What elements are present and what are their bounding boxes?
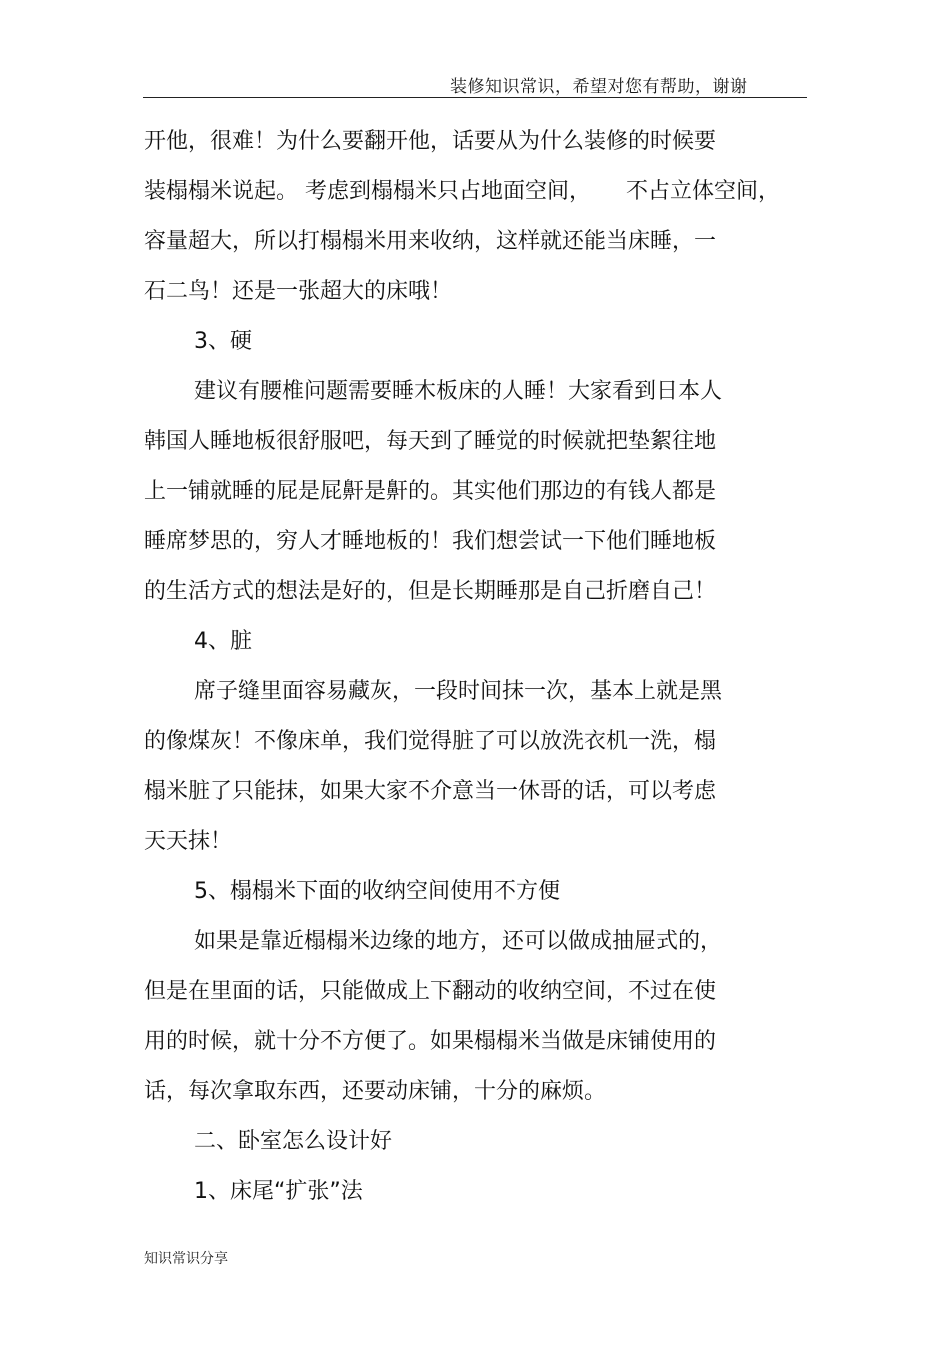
page-footer-text: 知识常识分享: [144, 1251, 228, 1267]
header-divider: [143, 97, 807, 98]
section-heading-5: 5、榻榻米下面的收纳空间使用不方便: [194, 879, 560, 904]
body-line-19: 用的时候，就十分不方便了。如果榻榻米当做是床铺使用的: [144, 1029, 717, 1054]
body-line-8: 上一铺就睡的屁是屁鼾是鼾的。其实他们那边的有钱人都是: [144, 479, 717, 504]
body-line-10: 的生活方式的想法是好的，但是长期睡那是自己折磨自己！: [144, 579, 717, 604]
chapter-heading-2: 二、卧室怎么设计好: [194, 1129, 393, 1154]
section-heading-4: 4、脏: [194, 629, 252, 654]
body-line-15: 天天抹！: [144, 829, 233, 854]
body-line-3: 容量超大，所以打榻榻米用来收纳，这样就还能当床睡，一: [144, 229, 717, 254]
body-line-13: 的像煤灰！不像床单，我们觉得脏了可以放洗衣机一洗，榻: [144, 729, 717, 754]
body-line-14: 榻米脏了只能抹，如果大家不介意当一休哥的话，可以考虑: [144, 779, 717, 804]
body-line-2: 装榻榻米说起。 考虑到榻榻米只占地面空间， 不占立体空间，: [144, 179, 780, 204]
body-line-6: 建议有腰椎问题需要睡木板床的人睡！大家看到日本人: [194, 379, 723, 404]
page-header-text: 装修知识常识，希望对您有帮助，谢谢: [450, 77, 748, 97]
body-line-9: 睡席梦思的，穷人才睡地板的！我们想尝试一下他们睡地板: [144, 529, 717, 554]
body-line-20: 话，每次拿取东西，还要动床铺，十分的麻烦。: [144, 1079, 607, 1104]
body-line-4: 石二鸟！还是一张超大的床哦！: [144, 279, 453, 304]
subsection-heading-1: 1、床尾“扩张”法: [194, 1179, 363, 1204]
body-line-18: 但是在里面的话，只能做成上下翻动的收纳空间，不过在使: [144, 979, 717, 1004]
body-line-17: 如果是靠近榻榻米边缘的地方，还可以做成抽屉式的，: [194, 929, 723, 954]
section-heading-3: 3、硬: [194, 329, 252, 354]
body-line-1: 开他，很难！为什么要翻开他，话要从为什么装修的时候要: [144, 129, 717, 154]
body-line-12: 席子缝里面容易藏灰，一段时间抹一次，基本上就是黑: [194, 679, 723, 704]
body-line-7: 韩国人睡地板很舒服吧，每天到了睡觉的时候就把垫絮往地: [144, 429, 717, 454]
